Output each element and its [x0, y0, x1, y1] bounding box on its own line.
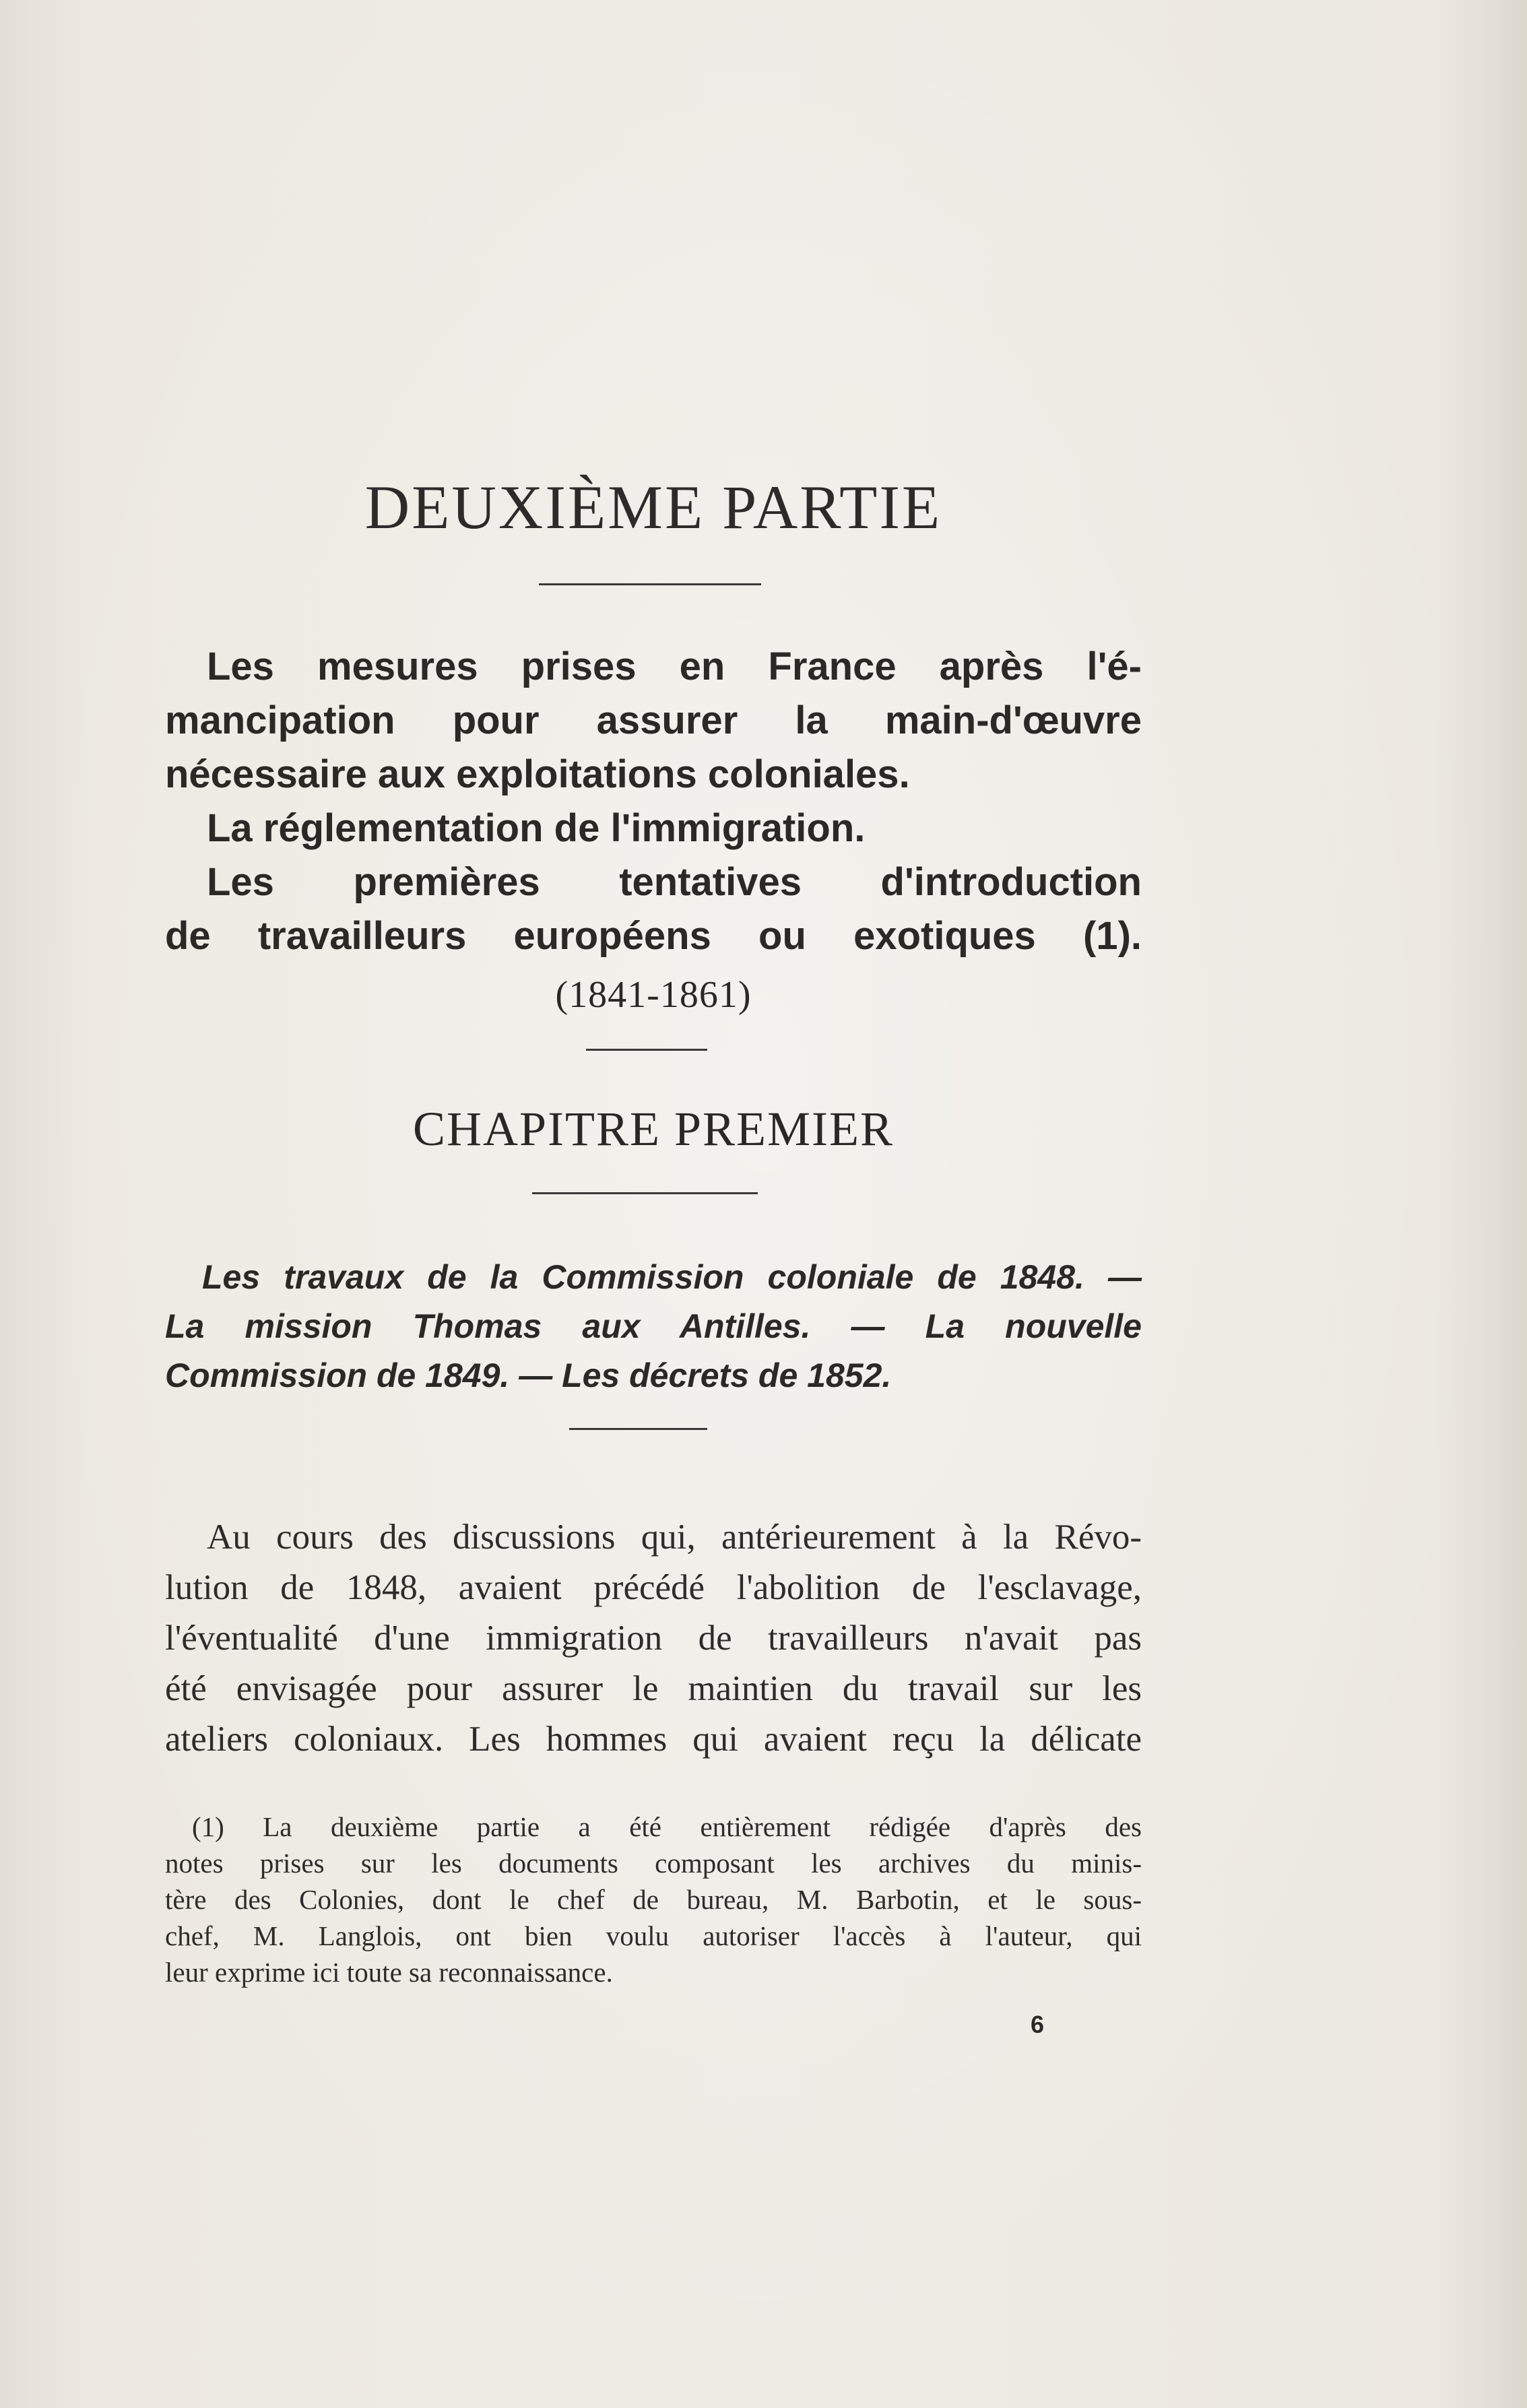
- footnote-line: notes prises sur les documents composant les archives du minis-: [165, 1848, 1142, 1879]
- subtitle-line: de travailleurs européens ou exotiques (1).: [165, 914, 1142, 958]
- subtitle-line: La réglementation de l'immigration.: [207, 806, 866, 850]
- chapter-rule: [532, 1192, 758, 1194]
- part-subtitle: [165, 640, 1142, 963]
- chapter-summary-line: Les travaux de la Commission coloniale de 1848. —: [202, 1258, 1142, 1296]
- footnote-line: tère des Colonies, dont le chef de bureau, M. Barbotin, et le sous-: [165, 1884, 1142, 1915]
- footnote-line: leur exprime ici toute sa reconnaissance.: [165, 1957, 613, 1988]
- body-line: été envisagée pour assurer le maintien du travail sur les: [165, 1669, 1142, 1708]
- signature-mark: 6: [1031, 2011, 1045, 2038]
- date-range: (1841-1861): [555, 974, 752, 1016]
- body-line: l'éventualité d'une immigration de travailleurs n'avait pas: [165, 1619, 1142, 1658]
- title-rule: [539, 583, 761, 585]
- footnote-line: (1) La deuxième partie a été entièrement rédigée d'après des: [192, 1811, 1142, 1842]
- part-title: DEUXIÈME PARTIE: [364, 473, 942, 542]
- dates-rule: [586, 1049, 707, 1051]
- body-line: ateliers coloniaux. Les hommes qui avaient reçu la délicate: [165, 1720, 1142, 1759]
- subtitle-line: nécessaire aux exploitations coloniales.: [165, 752, 910, 796]
- body-paragraph: [165, 1512, 1142, 1765]
- subtitle-line: Les mesures prises en France après l'é-: [207, 645, 1142, 688]
- summary-rule: [569, 1428, 707, 1430]
- chapter-summary-line: Commission de 1849. — Les décrets de 1852.: [165, 1357, 892, 1394]
- chapter-summary-line: La mission Thomas aux Antilles. — La nouvelle: [165, 1307, 1142, 1345]
- footnote-line: chef, M. Langlois, ont bien voulu autoriser l'accès à l'auteur, qui: [165, 1920, 1142, 1951]
- body-line: Au cours des discussions qui, antérieurement à la Révo-: [207, 1518, 1142, 1557]
- subtitle-line: Les premières tentatives d'introduction: [207, 860, 1142, 904]
- subtitle-line: mancipation pour assurer la main-d'œuvre: [165, 698, 1142, 742]
- body-line: lution de 1848, avaient précédé l'abolition de l'esclavage,: [165, 1568, 1142, 1607]
- chapter-title: CHAPITRE PREMIER: [412, 1102, 895, 1156]
- chapter-summary: [165, 1253, 1142, 1400]
- footnote: [165, 1809, 1142, 1990]
